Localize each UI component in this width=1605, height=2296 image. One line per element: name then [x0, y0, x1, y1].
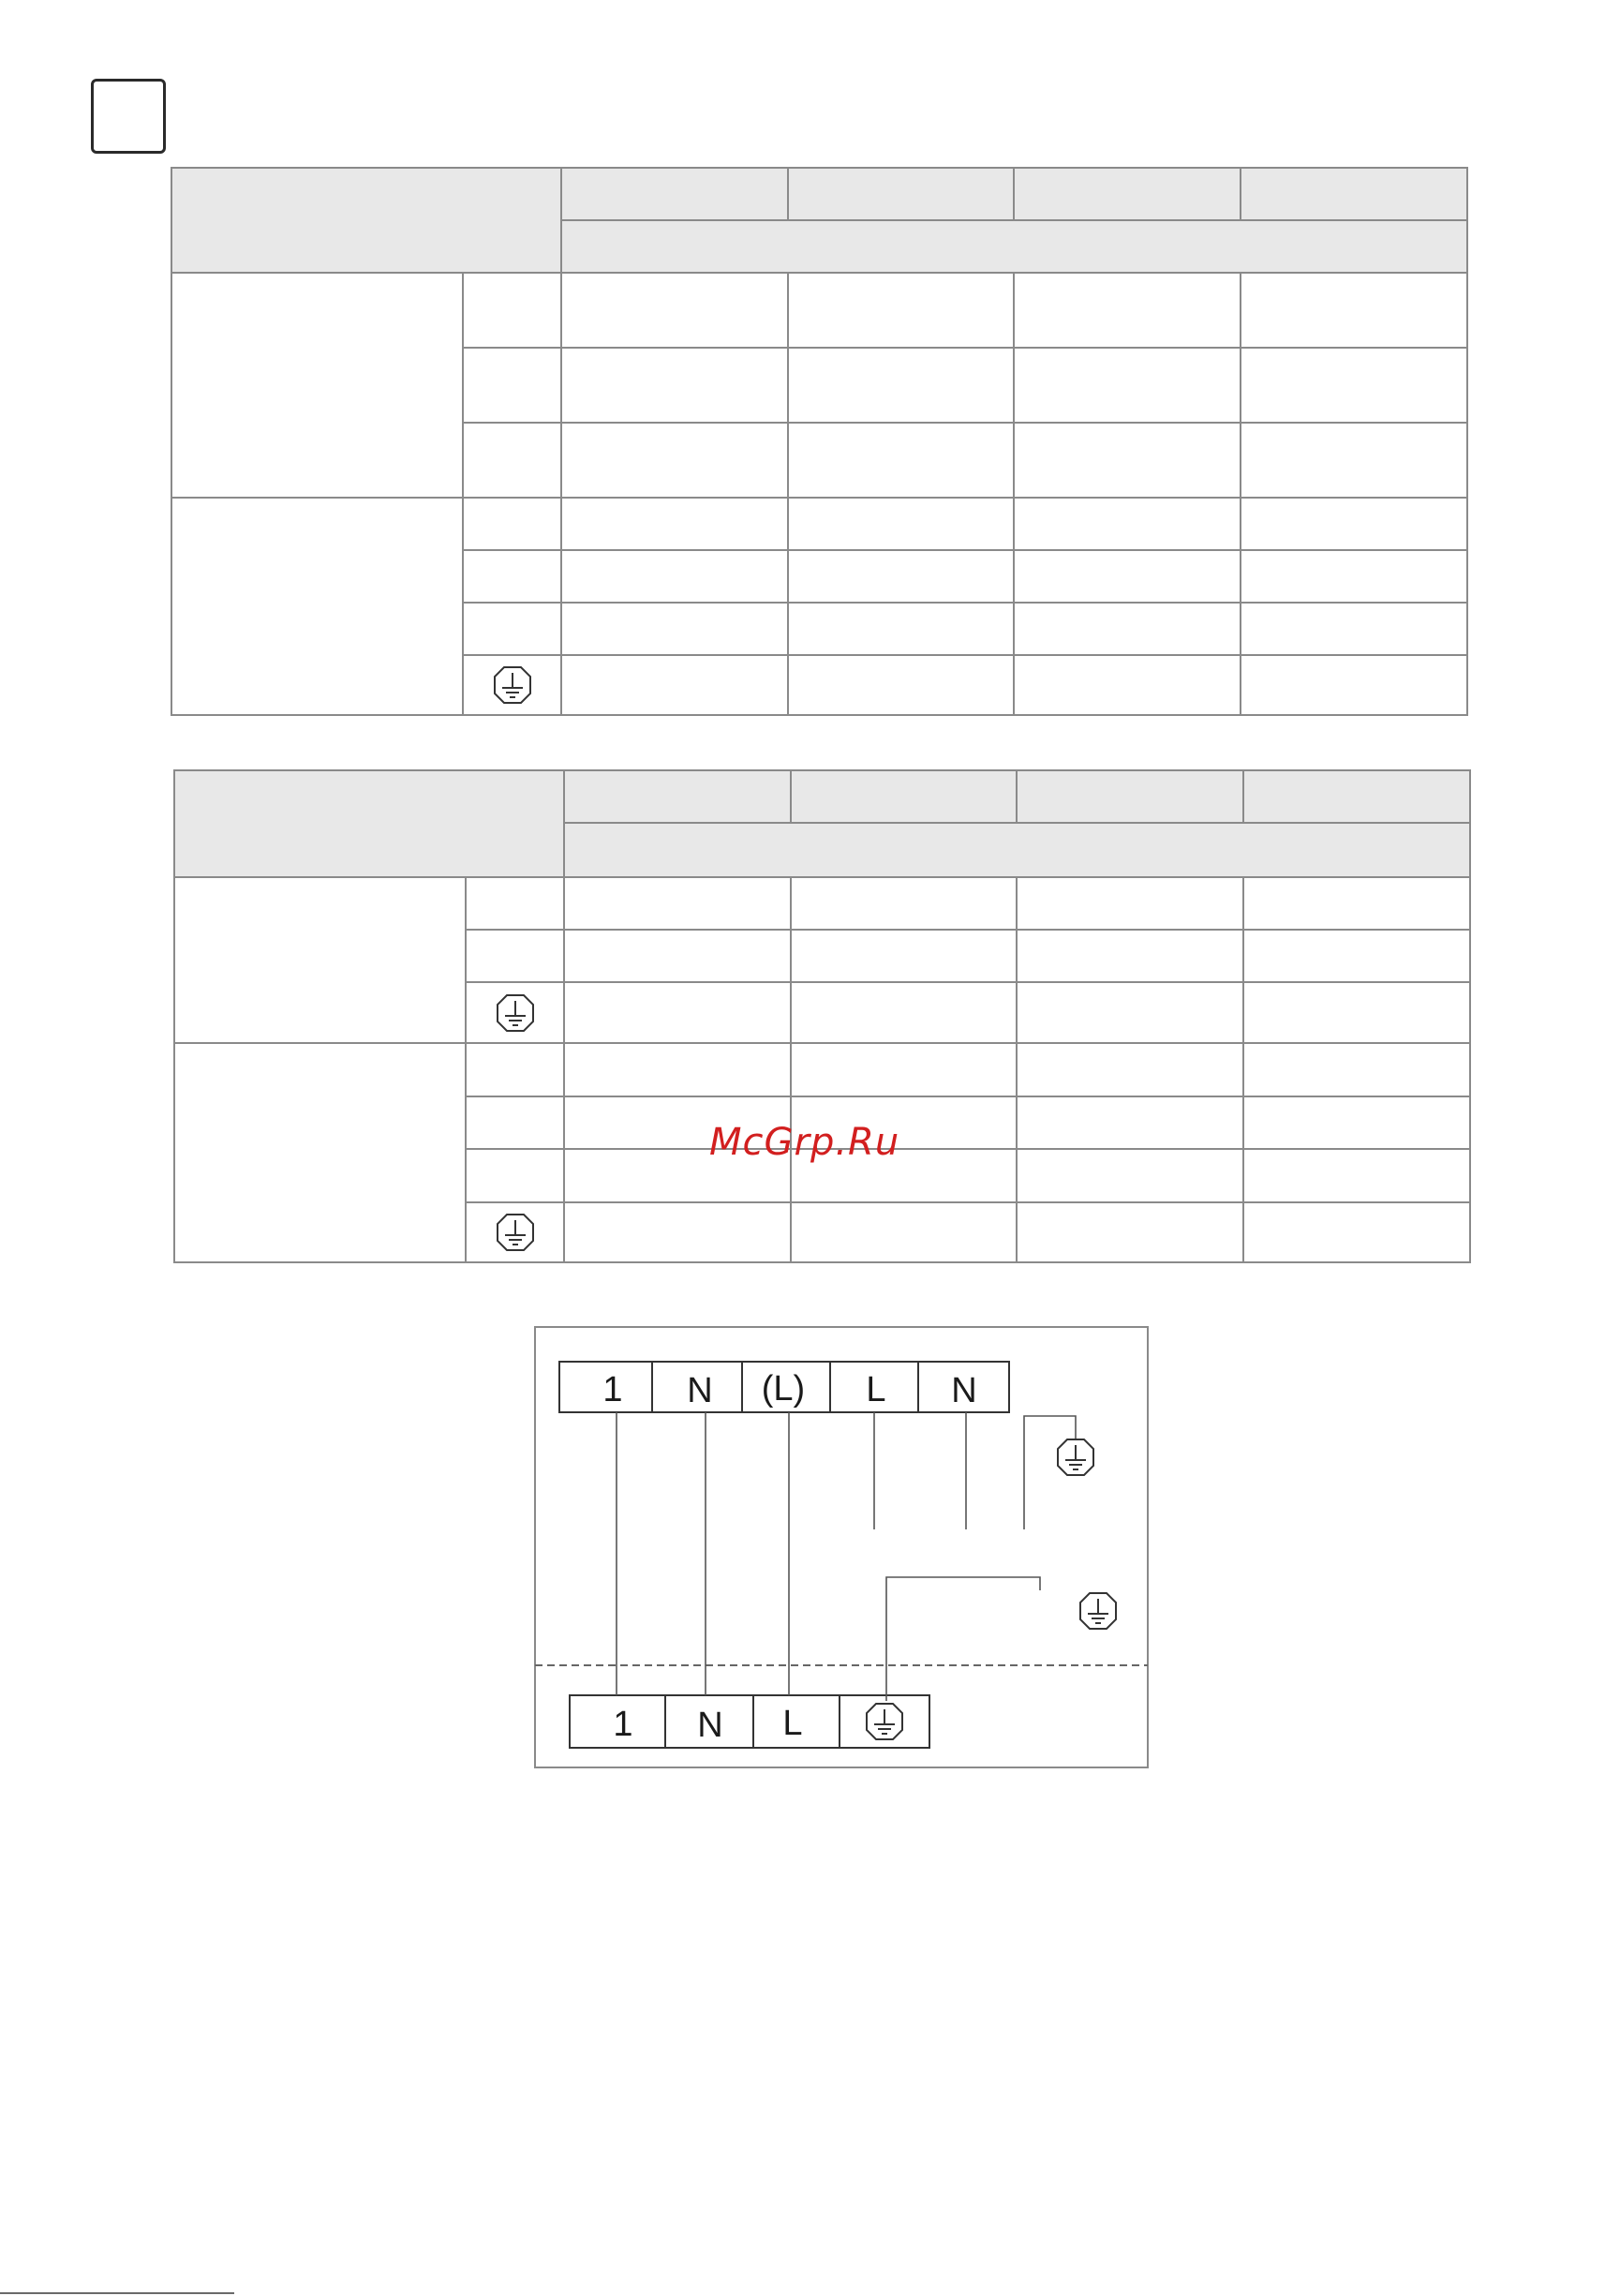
protective-earth-icon: [495, 992, 536, 1034]
row-sub-label: [466, 930, 564, 982]
table-cell: [561, 498, 788, 550]
table-cell: [1243, 1043, 1470, 1096]
table-cell: [1243, 1096, 1470, 1149]
row-sub-label: [466, 877, 564, 930]
table-header-corner: [174, 770, 564, 877]
table-cell: [1014, 655, 1241, 715]
row-group-label: [171, 273, 463, 498]
lower-terminal-3: L: [782, 1704, 803, 1743]
row-sub-label: [466, 1096, 564, 1149]
wiring-diagram: [534, 1326, 1149, 1768]
table-cell: [564, 1202, 791, 1262]
table-cell: [1241, 603, 1467, 655]
table-cell: [791, 1043, 1017, 1096]
upper-terminal-2: N: [687, 1371, 713, 1410]
interconnect-wires: [617, 1412, 1040, 1701]
table-cell: [788, 423, 1014, 498]
table-cell: [564, 982, 791, 1043]
table-cell: [1241, 423, 1467, 498]
table-cell: [1014, 603, 1241, 655]
protective-earth-icon: [1058, 1439, 1093, 1475]
upper-terminal-1: 1: [602, 1370, 623, 1409]
upper-terminal-4: L: [866, 1370, 886, 1409]
table-cell: [1241, 655, 1467, 715]
footer-rule: [0, 2292, 234, 2294]
unit-subheader: [564, 823, 1470, 877]
table-cell: [1017, 877, 1243, 930]
supply-wires: [874, 1412, 1076, 1529]
table-cell: [791, 982, 1017, 1043]
upper-terminal-3: (L): [761, 1369, 806, 1409]
table-cell: [791, 1202, 1017, 1262]
row-sub-label: [463, 348, 561, 423]
table-cell: [1014, 273, 1241, 348]
table-cell: [1014, 498, 1241, 550]
table-cell: [564, 930, 791, 982]
model-column-header: [1017, 770, 1243, 823]
table-cell: [1017, 982, 1243, 1043]
table-cell: [1243, 1149, 1470, 1202]
upper-terminal-5: N: [951, 1371, 977, 1410]
earth-row-label: [466, 1202, 564, 1262]
row-sub-label: [463, 603, 561, 655]
table-cell: [788, 603, 1014, 655]
lower-terminal-block: [570, 1695, 929, 1748]
earth-row-label: [466, 982, 564, 1043]
table-cell: [788, 273, 1014, 348]
table-header-corner: [171, 168, 561, 273]
table-cell: [1243, 877, 1470, 930]
row-group-label: [174, 877, 466, 1043]
table-cell: [791, 877, 1017, 930]
row-sub-label: [463, 498, 561, 550]
spec-table-2: [173, 769, 1471, 1263]
lower-terminal-2: N: [697, 1706, 723, 1745]
table-cell: [788, 498, 1014, 550]
table-cell: [1241, 273, 1467, 348]
table-cell: [788, 348, 1014, 423]
table-cell: [1014, 550, 1241, 603]
table-cell: [564, 1043, 791, 1096]
row-sub-label: [466, 1043, 564, 1096]
model-column-header: [1014, 168, 1241, 220]
model-column-header: [561, 168, 788, 220]
row-group-label: [171, 498, 463, 715]
table-cell: [1017, 1149, 1243, 1202]
section-marker-box: [91, 79, 166, 154]
table-cell: [1243, 930, 1470, 982]
model-column-header: [564, 770, 791, 823]
table-cell: [561, 603, 788, 655]
table-cell: [1241, 498, 1467, 550]
model-column-header: [1243, 770, 1470, 823]
table-cell: [1017, 930, 1243, 982]
row-sub-label: [463, 550, 561, 603]
protective-earth-icon: [492, 664, 533, 706]
row-sub-label: [466, 1149, 564, 1202]
table-cell: [561, 655, 788, 715]
table-cell: [1241, 550, 1467, 603]
table-cell: [1017, 1096, 1243, 1149]
table-cell: [1014, 348, 1241, 423]
model-column-header: [1241, 168, 1467, 220]
table-cell: [791, 930, 1017, 982]
table-cell: [561, 423, 788, 498]
table-cell: [561, 273, 788, 348]
row-sub-label: [463, 273, 561, 348]
protective-earth-icon: [1080, 1593, 1116, 1629]
upper-terminal-block: [559, 1362, 1009, 1412]
row-group-label: [174, 1043, 466, 1262]
earth-row-label: [463, 655, 561, 715]
watermark-text: McGrp.Ru: [709, 1121, 900, 1164]
table-cell: [1243, 982, 1470, 1043]
protective-earth-icon: [495, 1212, 536, 1253]
unit-subheader: [561, 220, 1467, 273]
table-cell: [561, 348, 788, 423]
spec-table-1: [171, 167, 1468, 716]
model-column-header: [788, 168, 1014, 220]
table-cell: [1014, 423, 1241, 498]
table-cell: [561, 550, 788, 603]
table-cell: [788, 550, 1014, 603]
table-cell: [1017, 1202, 1243, 1262]
row-sub-label: [463, 423, 561, 498]
model-column-header: [791, 770, 1017, 823]
table-cell: [788, 655, 1014, 715]
lower-terminal-1: 1: [613, 1705, 633, 1744]
table-cell: [1017, 1043, 1243, 1096]
table-cell: [564, 877, 791, 930]
table-cell: [1243, 1202, 1470, 1262]
table-cell: [1241, 348, 1467, 423]
